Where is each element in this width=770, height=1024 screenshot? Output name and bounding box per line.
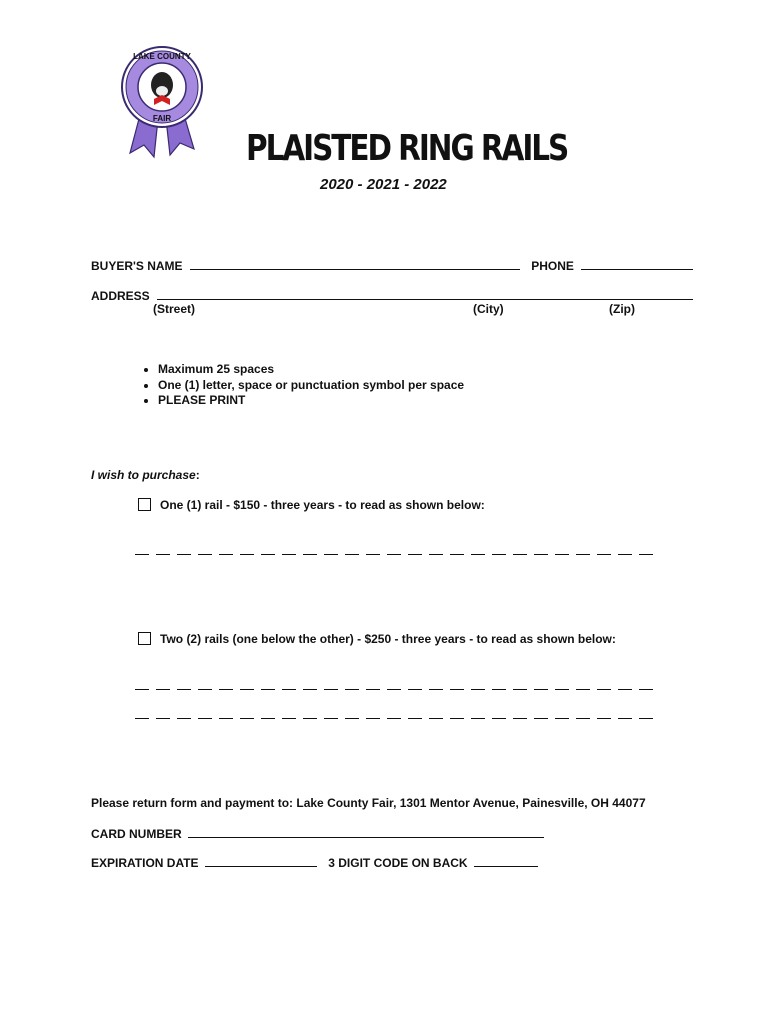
letter-space[interactable] — [240, 689, 254, 690]
letter-space[interactable] — [261, 718, 275, 719]
expiration-row — [91, 855, 538, 870]
letter-space[interactable] — [177, 689, 191, 690]
buyer-name-field[interactable] — [190, 258, 520, 270]
letter-space[interactable] — [282, 554, 296, 555]
letter-space[interactable] — [534, 554, 548, 555]
address-row — [91, 288, 693, 303]
card-number-label: CARD NUMBER — [91, 827, 182, 841]
letter-space[interactable] — [366, 689, 380, 690]
card-number-field[interactable] — [188, 826, 544, 838]
letter-space[interactable] — [471, 554, 485, 555]
rail-two-line-two-spaces[interactable] — [135, 718, 653, 719]
letter-space[interactable] — [219, 718, 233, 719]
letter-space[interactable] — [555, 689, 569, 690]
letter-space[interactable] — [156, 554, 170, 555]
letter-space[interactable] — [408, 689, 422, 690]
letter-space[interactable] — [156, 718, 170, 719]
letter-space[interactable] — [513, 718, 527, 719]
zip-caption: (Zip) — [609, 302, 635, 316]
card-number-row — [91, 826, 544, 841]
letter-space[interactable] — [429, 689, 443, 690]
letter-space[interactable] — [177, 718, 191, 719]
letter-space[interactable] — [513, 554, 527, 555]
expiration-field[interactable] — [205, 855, 317, 867]
letter-space[interactable] — [240, 718, 254, 719]
letter-space[interactable] — [639, 689, 653, 690]
letter-space[interactable] — [471, 689, 485, 690]
option-two-row — [138, 632, 616, 646]
letter-space[interactable] — [240, 554, 254, 555]
letter-space[interactable] — [177, 554, 191, 555]
letter-space[interactable] — [345, 718, 359, 719]
option-one-label: One (1) rail - $150 - three years - to read as shown below: — [160, 498, 485, 512]
return-instructions: Please return form and payment to: Lake County Fair, 1301 Mentor Avenue, Painesville, OH 44077 — [91, 796, 646, 810]
letter-space[interactable] — [387, 689, 401, 690]
letter-space[interactable] — [576, 718, 590, 719]
letter-space[interactable] — [261, 689, 275, 690]
purchase-intro-text: I wish to purchase — [91, 468, 196, 482]
letter-space[interactable] — [387, 554, 401, 555]
letter-space[interactable] — [429, 718, 443, 719]
letter-space[interactable] — [597, 554, 611, 555]
letter-space[interactable] — [198, 718, 212, 719]
letter-space[interactable] — [618, 689, 632, 690]
letter-space[interactable] — [450, 554, 464, 555]
rule-item: • Maximum 25 spaces — [158, 362, 464, 378]
phone-field[interactable] — [581, 258, 693, 270]
address-field[interactable] — [157, 288, 693, 300]
letter-space[interactable] — [492, 554, 506, 555]
letter-space[interactable] — [366, 554, 380, 555]
letter-space[interactable] — [303, 689, 317, 690]
logo-ring-text: LAKE COUNTY — [133, 52, 191, 61]
rail-one-spaces[interactable] — [135, 554, 653, 555]
letter-space[interactable] — [135, 689, 149, 690]
logo-fair-text: FAIR — [152, 114, 172, 123]
option-one-row — [138, 498, 485, 512]
letter-space[interactable] — [639, 554, 653, 555]
letter-space[interactable] — [597, 689, 611, 690]
letter-space[interactable] — [534, 718, 548, 719]
letter-space[interactable] — [492, 689, 506, 690]
letter-space[interactable] — [597, 718, 611, 719]
lake-county-fair-logo — [118, 45, 206, 160]
letter-space[interactable] — [156, 689, 170, 690]
letter-space[interactable] — [135, 554, 149, 555]
letter-space[interactable] — [135, 718, 149, 719]
letter-space[interactable] — [429, 554, 443, 555]
letter-space[interactable] — [471, 718, 485, 719]
rules-list — [130, 362, 464, 409]
street-caption: (Street) — [153, 302, 196, 316]
letter-space[interactable] — [576, 554, 590, 555]
letter-space[interactable] — [387, 718, 401, 719]
rail-two-line-one-spaces[interactable] — [135, 689, 653, 690]
buyer-name-row — [91, 258, 693, 273]
letter-space[interactable] — [282, 718, 296, 719]
letter-space[interactable] — [261, 554, 275, 555]
letter-space[interactable] — [408, 718, 422, 719]
letter-space[interactable] — [618, 554, 632, 555]
letter-space[interactable] — [303, 718, 317, 719]
letter-space[interactable] — [324, 718, 338, 719]
letter-space[interactable] — [345, 554, 359, 555]
letter-space[interactable] — [219, 689, 233, 690]
letter-space[interactable] — [303, 554, 317, 555]
letter-space[interactable] — [450, 718, 464, 719]
letter-space[interactable] — [219, 554, 233, 555]
letter-space[interactable] — [555, 554, 569, 555]
letter-space[interactable] — [492, 718, 506, 719]
city-caption: (City) — [473, 302, 504, 316]
rule-item: • One (1) letter, space or punctuation symbol per space — [158, 378, 464, 394]
letter-space[interactable] — [450, 689, 464, 690]
option-two-label: Two (2) rails (one below the other) - $250 - three years - to read as shown below: — [160, 632, 616, 646]
letter-space[interactable] — [282, 689, 296, 690]
purchase-intro — [91, 468, 200, 482]
purchase-intro-colon: : — [195, 468, 200, 482]
letter-space[interactable] — [198, 689, 212, 690]
letter-space[interactable] — [408, 554, 422, 555]
phone-label: PHONE — [531, 259, 574, 273]
letter-space[interactable] — [639, 718, 653, 719]
letter-space[interactable] — [324, 689, 338, 690]
letter-space[interactable] — [345, 689, 359, 690]
letter-space[interactable] — [555, 718, 569, 719]
expiration-label: EXPIRATION DATE — [91, 856, 199, 870]
letter-space[interactable] — [366, 718, 380, 719]
form-title: PLAISTED RING RAILS — [246, 128, 568, 169]
letter-space[interactable] — [576, 689, 590, 690]
letter-space[interactable] — [534, 689, 548, 690]
option-two-checkbox[interactable] — [138, 632, 151, 645]
option-one-checkbox[interactable] — [138, 498, 151, 511]
letter-space[interactable] — [324, 554, 338, 555]
security-code-label: 3 DIGIT CODE ON BACK — [328, 856, 468, 870]
address-label: ADDRESS — [91, 289, 150, 303]
letter-space[interactable] — [618, 718, 632, 719]
letter-space[interactable] — [198, 554, 212, 555]
letter-space[interactable] — [513, 689, 527, 690]
security-code-field[interactable] — [474, 855, 538, 867]
buyer-name-label: BUYER'S NAME — [91, 259, 183, 273]
form-years: 2020 - 2021 - 2022 — [320, 176, 447, 193]
rule-item: • PLEASE PRINT — [158, 393, 464, 409]
